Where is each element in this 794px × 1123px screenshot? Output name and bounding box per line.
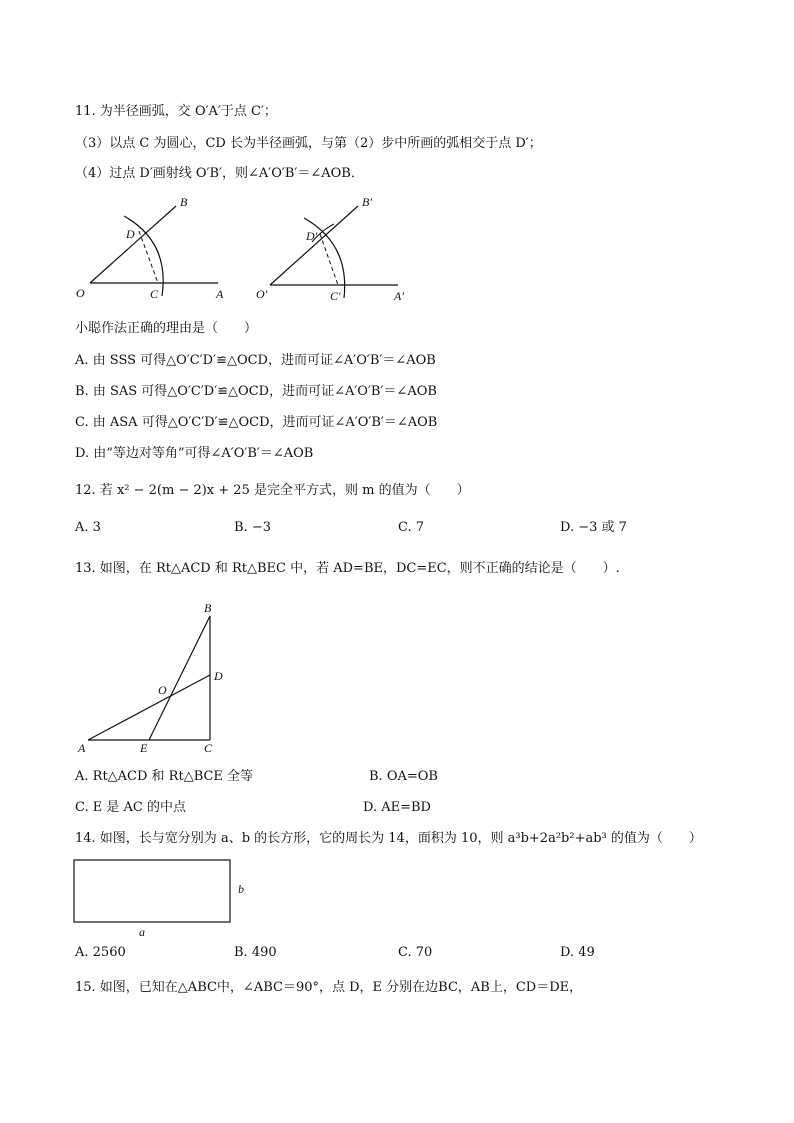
q14-figure — [70, 856, 260, 940]
label-o-prime: O′ — [256, 287, 268, 301]
q11-option-d: D. 由“等边对等角”可得∠A′O′B′＝∠AOB — [75, 446, 314, 461]
q11-line-2: （3）以点 C 为圆心，CD 长为半径画弧，与第（2）步中所画的弧相交于点 D′； — [75, 136, 542, 151]
q14-option-b: B. 490 — [234, 945, 277, 960]
q12-option-b: B. −3 — [234, 520, 271, 535]
label-a: A — [216, 287, 224, 301]
q14-option-c: C. 70 — [398, 945, 433, 960]
label-b-prime: B′ — [362, 195, 372, 209]
q11-option-b: B. 由 SAS 可得△O′C′D′≌△OCD，进而可证∠A′O′B′＝∠AOB — [75, 384, 437, 399]
q12-option-d: D. −3 或 7 — [560, 520, 627, 535]
q13-figure — [70, 596, 240, 760]
q12-option-c: C. 7 — [398, 520, 425, 535]
label-a: A — [78, 741, 86, 755]
label-b: B — [204, 601, 212, 615]
q12-option-a: A. 3 — [75, 520, 101, 535]
q11-line-1: 11. 为半径画弧，交 O′A′于点 C′； — [75, 104, 277, 119]
label-a: a — [139, 925, 145, 939]
label-d: D — [214, 669, 223, 683]
q11-figure-right — [252, 192, 422, 304]
label-o: O — [158, 683, 167, 697]
q11-figure-left — [70, 192, 240, 304]
q11-prompt: 小聪作法正确的理由是（ ） — [75, 321, 258, 336]
label-e: E — [140, 741, 148, 755]
q13-option-c: C. E 是 AC 的中点 — [75, 800, 186, 815]
q11-option-a: A. 由 SSS 可得△O′C′D′≌△OCD，进而可证∠A′O′B′＝∠AOB — [75, 353, 436, 368]
label-o: O — [76, 286, 85, 300]
q12-stem: 12. 若 x² − 2(m − 2)x + 25 是完全平方式，则 m 的值为（ ） — [75, 483, 470, 498]
q13-option-b: B. OA=OB — [369, 769, 438, 784]
q14-option-a: A. 2560 — [75, 945, 126, 960]
label-a-prime: A′ — [394, 289, 404, 303]
label-d: D — [126, 227, 135, 241]
q11-line-3: （4）过点 D′画射线 O′B′，则∠A′O′B′＝∠AOB． — [75, 166, 364, 181]
q13-option-a: A. Rt△ACD 和 Rt△BCE 全等 — [75, 769, 254, 784]
label-d-prime: D′ — [306, 229, 318, 243]
label-b: B — [180, 195, 188, 209]
q13-stem: 13. 如图，在 Rt△ACD 和 Rt△BEC 中，若 AD=BE，DC=EC，则不正确的结论是（ ）. — [75, 561, 620, 576]
label-c: C — [204, 741, 213, 755]
q14-option-d: D. 49 — [560, 945, 595, 960]
q11-option-c: C. 由 ASA 可得△O′C′D′≌△OCD，进而可证∠A′O′B′＝∠AOB — [75, 415, 438, 430]
label-c-prime: C′ — [330, 289, 341, 303]
label-c: C — [150, 287, 159, 301]
q15-stem: 15. 如图，已知在△ABC中，∠ABC＝90°，点 D，E 分别在边BC，AB上，CD＝DE， — [75, 980, 583, 995]
q14-stem: 14. 如图，长与宽分别为 a、b 的长方形，它的周长为 14，面积为 10，则 a³b+2a²b²+ab³ 的值为（ ） — [75, 831, 702, 846]
label-b: b — [238, 882, 244, 896]
q13-option-d: D. AE=BD — [363, 800, 431, 815]
